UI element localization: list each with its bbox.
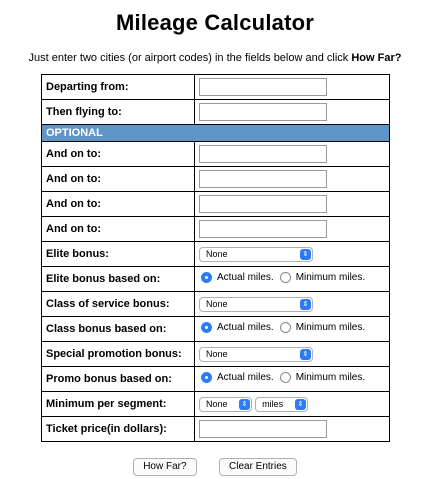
minimum-miles-label: Minimum miles. (295, 322, 366, 333)
class-actual-radio[interactable] (201, 322, 212, 333)
min-per-segment-select[interactable] (199, 397, 252, 412)
and-on-to-label: And on to: (42, 217, 195, 242)
elite-actual-radio[interactable] (201, 272, 212, 283)
actual-miles-label: Actual miles. (217, 322, 274, 333)
promo-minimum-radio[interactable] (280, 372, 291, 383)
special-promo-value: None (206, 349, 228, 359)
instructions-emphasis: How Far? (351, 52, 402, 64)
elite-bonus-select[interactable] (199, 247, 313, 262)
flying-to-label: Then flying to: (42, 100, 195, 125)
clear-entries-button[interactable]: Clear Entries (219, 458, 297, 476)
elite-bonus-based-radios (199, 272, 365, 283)
minimum-miles-label: Minimum miles. (295, 272, 366, 283)
and-on-to-input-2[interactable] (199, 170, 327, 188)
how-far-button[interactable]: How Far? (133, 458, 196, 476)
page-title: Mileage Calculator (116, 10, 314, 35)
class-of-service-select[interactable] (199, 297, 313, 312)
optional-header: OPTIONAL (42, 125, 390, 142)
min-unit-value: miles (262, 399, 284, 409)
chevron-updown-icon: ⇕ (300, 249, 311, 260)
ticket-price-input[interactable] (199, 420, 327, 438)
class-of-service-label: Class of service bonus: (42, 292, 195, 317)
elite-bonus-label: Elite bonus: (42, 242, 195, 267)
departing-input[interactable] (199, 78, 327, 96)
promo-actual-radio[interactable] (201, 372, 212, 383)
and-on-to-label: And on to: (42, 142, 195, 167)
instructions (0, 52, 430, 64)
chevron-updown-icon: ⇕ (239, 399, 250, 410)
promo-bonus-based-label: Promo bonus based on: (42, 367, 195, 392)
chevron-updown-icon: ⇕ (300, 299, 311, 310)
elite-minimum-radio[interactable] (280, 272, 291, 283)
and-on-to-label: And on to: (42, 167, 195, 192)
min-per-segment-value: None (206, 399, 228, 409)
special-promo-label: Special promotion bonus: (42, 342, 195, 367)
ticket-price-label: Ticket price(in dollars): (42, 417, 195, 442)
min-per-segment-label: Minimum per segment: (42, 392, 195, 417)
minimum-miles-label: Minimum miles. (295, 372, 366, 383)
and-on-to-input-1[interactable] (199, 145, 327, 163)
min-unit-select[interactable] (255, 397, 308, 412)
actual-miles-label: Actual miles. (217, 272, 274, 283)
elite-bonus-based-label: Elite bonus based on: (42, 267, 195, 292)
class-of-service-value: None (206, 299, 228, 309)
action-buttons (0, 456, 430, 476)
class-bonus-based-radios (199, 322, 365, 333)
and-on-to-label: And on to: (42, 192, 195, 217)
class-bonus-based-label: Class bonus based on: (42, 317, 195, 342)
chevron-updown-icon: ⇕ (295, 399, 306, 410)
and-on-to-input-3[interactable] (199, 195, 327, 213)
elite-bonus-value: None (206, 249, 228, 259)
class-minimum-radio[interactable] (280, 322, 291, 333)
instructions-text: Just enter two cities (or airport codes) in the fields below and click (28, 52, 352, 64)
chevron-updown-icon: ⇕ (300, 349, 311, 360)
actual-miles-label: Actual miles. (217, 372, 274, 383)
promo-bonus-based-radios (199, 372, 365, 383)
departing-label: Departing from: (42, 75, 195, 100)
flying-to-input[interactable] (199, 103, 327, 121)
special-promo-select[interactable] (199, 347, 313, 362)
mileage-form (41, 74, 390, 442)
and-on-to-input-4[interactable] (199, 220, 327, 238)
